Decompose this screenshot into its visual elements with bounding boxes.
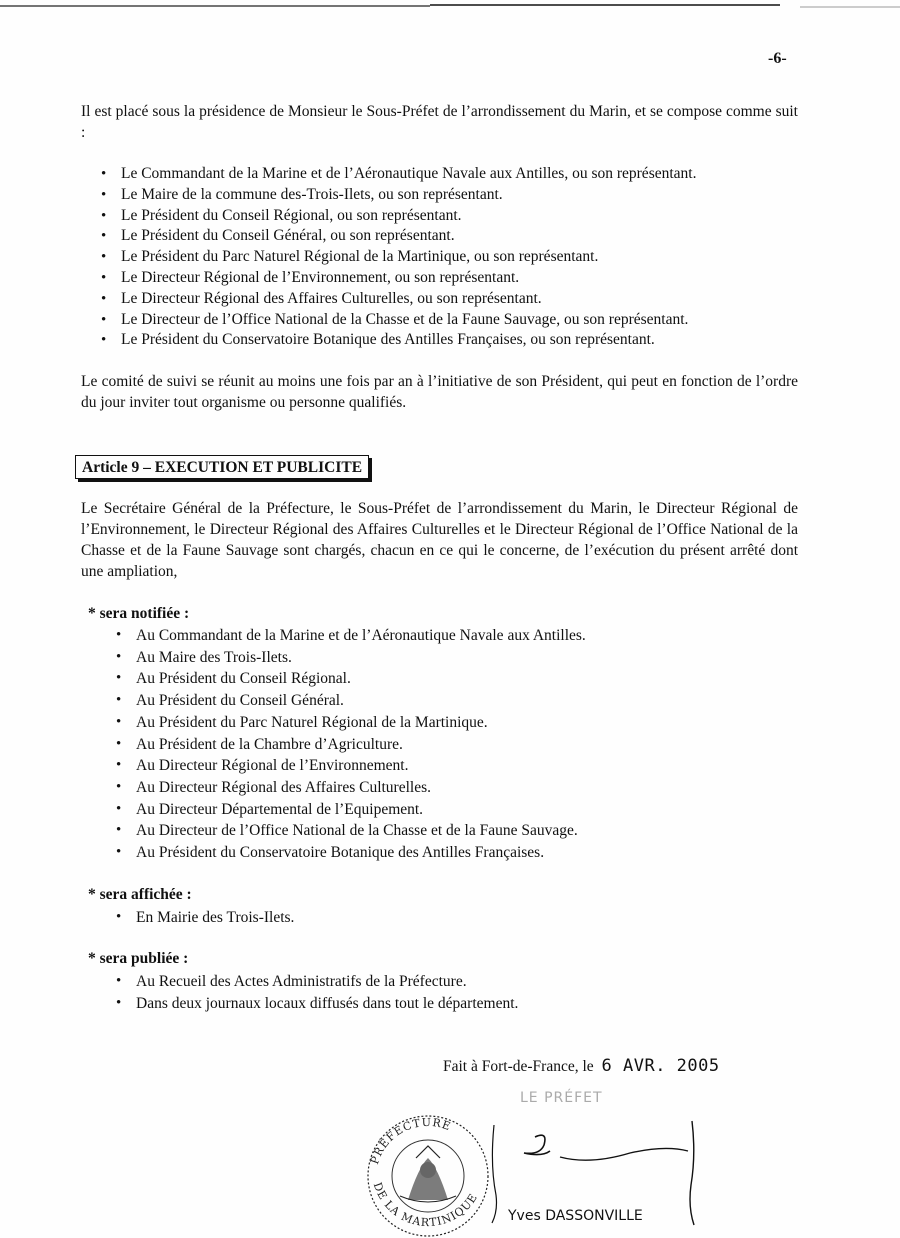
notifiee-heading: * sera notifiée : [88, 605, 190, 622]
list-item: • Au Commandant de la Marine et de l’Aéronautique Navale aux Antilles. [136, 625, 586, 647]
list-item: • Le Président du Conservatoire Botanique des Antilles Françaises, ou son représentant. [121, 330, 696, 351]
list-item: • Au Président de la Chambre d’Agriculture. [136, 734, 586, 756]
list-item: • Au Directeur de l’Office National de la Chasse et de la Faune Sauvage. [136, 820, 586, 842]
list-item: • Le Commandant de la Marine et de l’Aéronautique Navale aux Antilles, ou son représentant. [121, 164, 696, 185]
list-item: • Le Directeur Régional des Affaires Culturelles, ou son représentant. [121, 289, 696, 310]
list-item: • Au Président du Conservatoire Botanique des Antilles Françaises. [136, 842, 586, 864]
list-item: • Au Directeur Régional de l’Environnement. [136, 755, 586, 777]
top-scan-rule [0, 2, 900, 10]
committee-member-list [121, 164, 696, 351]
publiee-list [136, 971, 518, 1014]
page-number: -6- [768, 50, 787, 67]
article-9-heading: Article 9 – EXECUTION ET PUBLICITE [75, 455, 369, 479]
affichee-list [136, 907, 294, 929]
list-item: • Le Président du Parc Naturel Régional de la Martinique, ou son représentant. [121, 247, 696, 268]
intro-paragraph: Il est placé sous la présidence de Monsieur le Sous-Préfet de l’arrondissement du Marin, et se compose comme suit : [81, 103, 798, 141]
list-item: • Le Président du Conseil Régional, ou son représentant. [121, 206, 696, 227]
list-item: • Au Recueil des Actes Administratifs de la Préfecture. [136, 971, 518, 993]
signature-place-date [443, 1056, 720, 1076]
publiee-heading: * sera publiée : [88, 950, 189, 967]
list-item: • Au Président du Conseil Régional. [136, 668, 586, 690]
affichee-heading: * sera affichée : [88, 886, 192, 903]
list-item: • Le Président du Conseil Général, ou son représentant. [121, 226, 696, 247]
list-item: • Le Maire de la commune des-Trois-Ilets, ou son représentant. [121, 185, 696, 206]
svg-text:PRÉFECTURE: PRÉFECTURE [368, 1115, 454, 1167]
signature-place: Fait à Fort-de-France, le [443, 1058, 594, 1075]
execution-paragraph: Le Secrétaire Général de la Préfecture, le Sous-Préfet de l’arrondissement du Marin, le Directeur Régional de l’Environnement, le Directeur Régional des Affaires Culturelles et le Directeur Régional de l’Office National de la Chasse et de la Faune Sauvage sont chargés, chacun en ce qui le concerne, de l’exécution du présent arrêté dont une ampliation, [81, 500, 798, 580]
list-item: • En Mairie des Trois-Ilets. [136, 907, 294, 929]
list-item: • Au Président du Conseil Général. [136, 690, 586, 712]
prefecture-seal [358, 1108, 498, 1238]
meeting-paragraph: Le comité de suivi se réunit au moins une fois par an à l’initiative de son Président, qui peut en fonction de l’ordre du jour inviter tout organisme ou personne qualifiés. [81, 373, 798, 411]
list-item: • Au Président du Parc Naturel Régional de la Martinique. [136, 712, 586, 734]
list-item: • Au Directeur Régional des Affaires Culturelles. [136, 777, 586, 799]
list-item: • Dans deux journaux locaux diffusés dans tout le département. [136, 993, 518, 1015]
list-item: • Le Directeur de l’Office National de la Chasse et de la Faune Sauvage, ou son représentant. [121, 310, 696, 331]
faint-prefet-stamp: LE PRÉFET [520, 1090, 603, 1106]
date-stamp: 6 AVR. 2005 [601, 1056, 720, 1076]
svg-text:DE LA MARTINIQUE: DE LA MARTINIQUE [370, 1180, 481, 1230]
signer-name: Yves DASSONVILLE [508, 1208, 643, 1224]
notifiee-list [136, 625, 586, 864]
list-item: • Au Directeur Départemental de l’Equipement. [136, 799, 586, 821]
list-item: • Au Maire des Trois-Ilets. [136, 647, 586, 669]
list-item: • Le Directeur Régional de l’Environnement, ou son représentant. [121, 268, 696, 289]
